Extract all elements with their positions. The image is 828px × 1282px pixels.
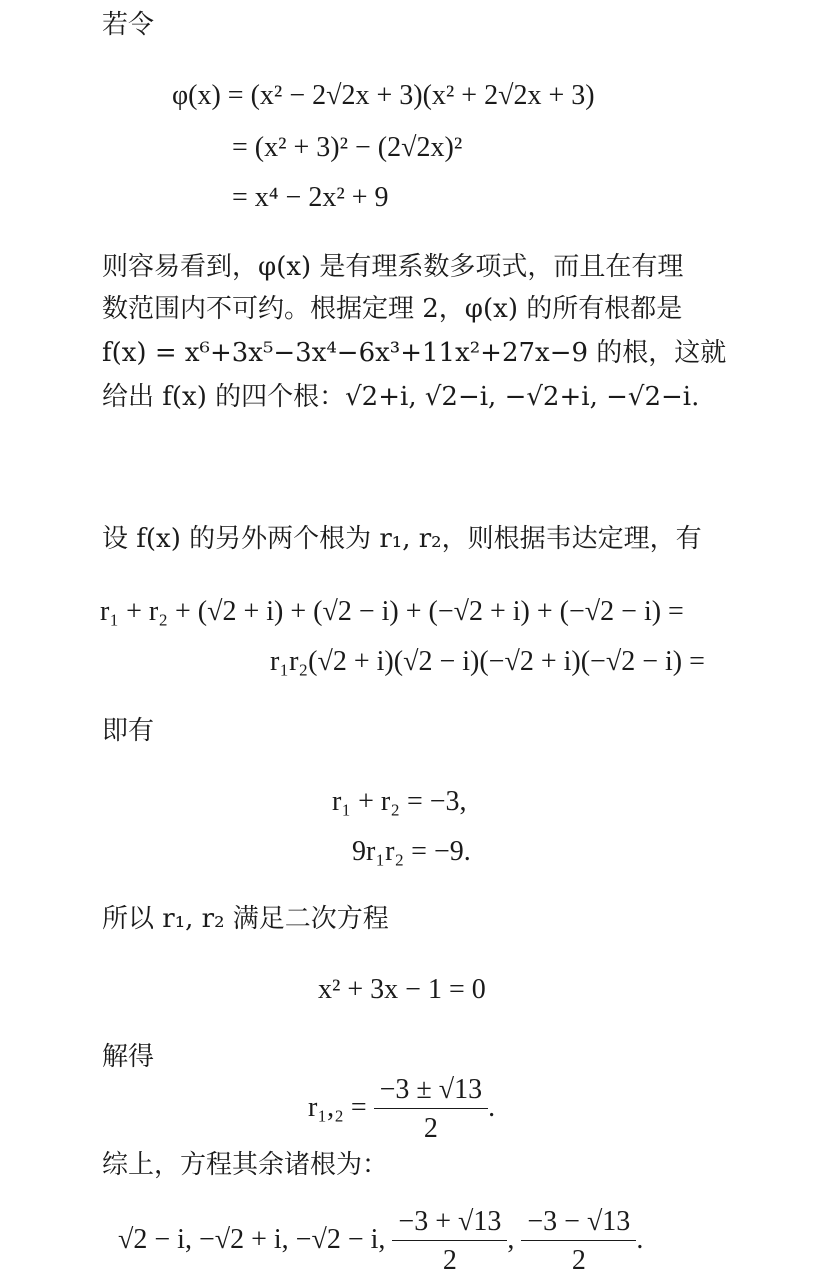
summary-text: 综上，方程其余诸根为： [102,1150,389,1180]
final-fraction-2 [521,1208,636,1275]
vieta-product-equation: r₁r₂(√2 + i)(√2 − i)(−√2 + i)(−√2 − i) = [270,646,705,677]
final-roots-list [118,1208,643,1275]
root-formula-period: . [488,1091,496,1123]
phi-equation-line-1: φ(x) = (x² − 2√2x + 3)(x² + 2√2x + 3) [172,80,595,111]
quadratic-equation: x² + 3x − 1 = 0 [318,974,486,1005]
product-of-roots-equation: 9r₁r₂ = −9. [352,836,471,867]
root-fraction [374,1076,489,1143]
sum-of-roots-equation: r₁ + r₂ = −3, [332,786,467,817]
final-roots-simple: √2 − i, −√2 + i, −√2 − i, [118,1223,386,1255]
quadratic-intro-text: 所以 r₁, r₂ 满足二次方程 [102,904,389,934]
final-roots-period: . [636,1223,644,1255]
paragraph-2-line-1: 设 f(x) 的另外两个根为 r₁, r₂，则根据韦达定理，有 [102,524,702,554]
phi-equation-line-2: = (x² + 3)² − (2√2x)² [232,132,463,163]
paragraph-1-line-4: 给出 f(x) 的四个根：√2+i, √2−i, −√2+i, −√2−i. [102,382,700,412]
vieta-sum-equation: r₁ + r₂ + (√2 + i) + (√2 − i) + (−√2 + i) + (−√2 − i) = [100,596,684,627]
paragraph-1-line-3: f(x) = x⁶+3x⁵−3x⁴−6x³+11x²+27x−9 的根，这就 [102,338,727,368]
final-roots-separator: , [507,1223,515,1255]
root-fraction-denominator: 2 [423,1113,438,1144]
intro-text: 若令 [102,10,155,40]
root-fraction-numerator: −3 ± √13 [374,1076,489,1109]
final-fraction-2-denominator: 2 [571,1245,586,1276]
final-fraction-1 [392,1208,507,1275]
then-text: 即有 [102,716,155,746]
root-formula-lhs: r₁,₂ = [308,1091,367,1123]
final-fraction-1-denominator: 2 [442,1245,457,1276]
phi-equation-line-3: = x⁴ − 2x² + 9 [232,182,389,213]
paragraph-1-line-2: 数范围内不可约。根据定理 2，φ(x) 的所有根都是 [102,294,683,324]
final-fraction-2-numerator: −3 − √13 [521,1208,636,1241]
root-formula [308,1076,495,1143]
final-fraction-1-numerator: −3 + √13 [392,1208,507,1241]
paragraph-1-line-1: 则容易看到，φ(x) 是有理系数多项式，而且在有理 [102,252,684,282]
solve-text: 解得 [102,1042,155,1072]
